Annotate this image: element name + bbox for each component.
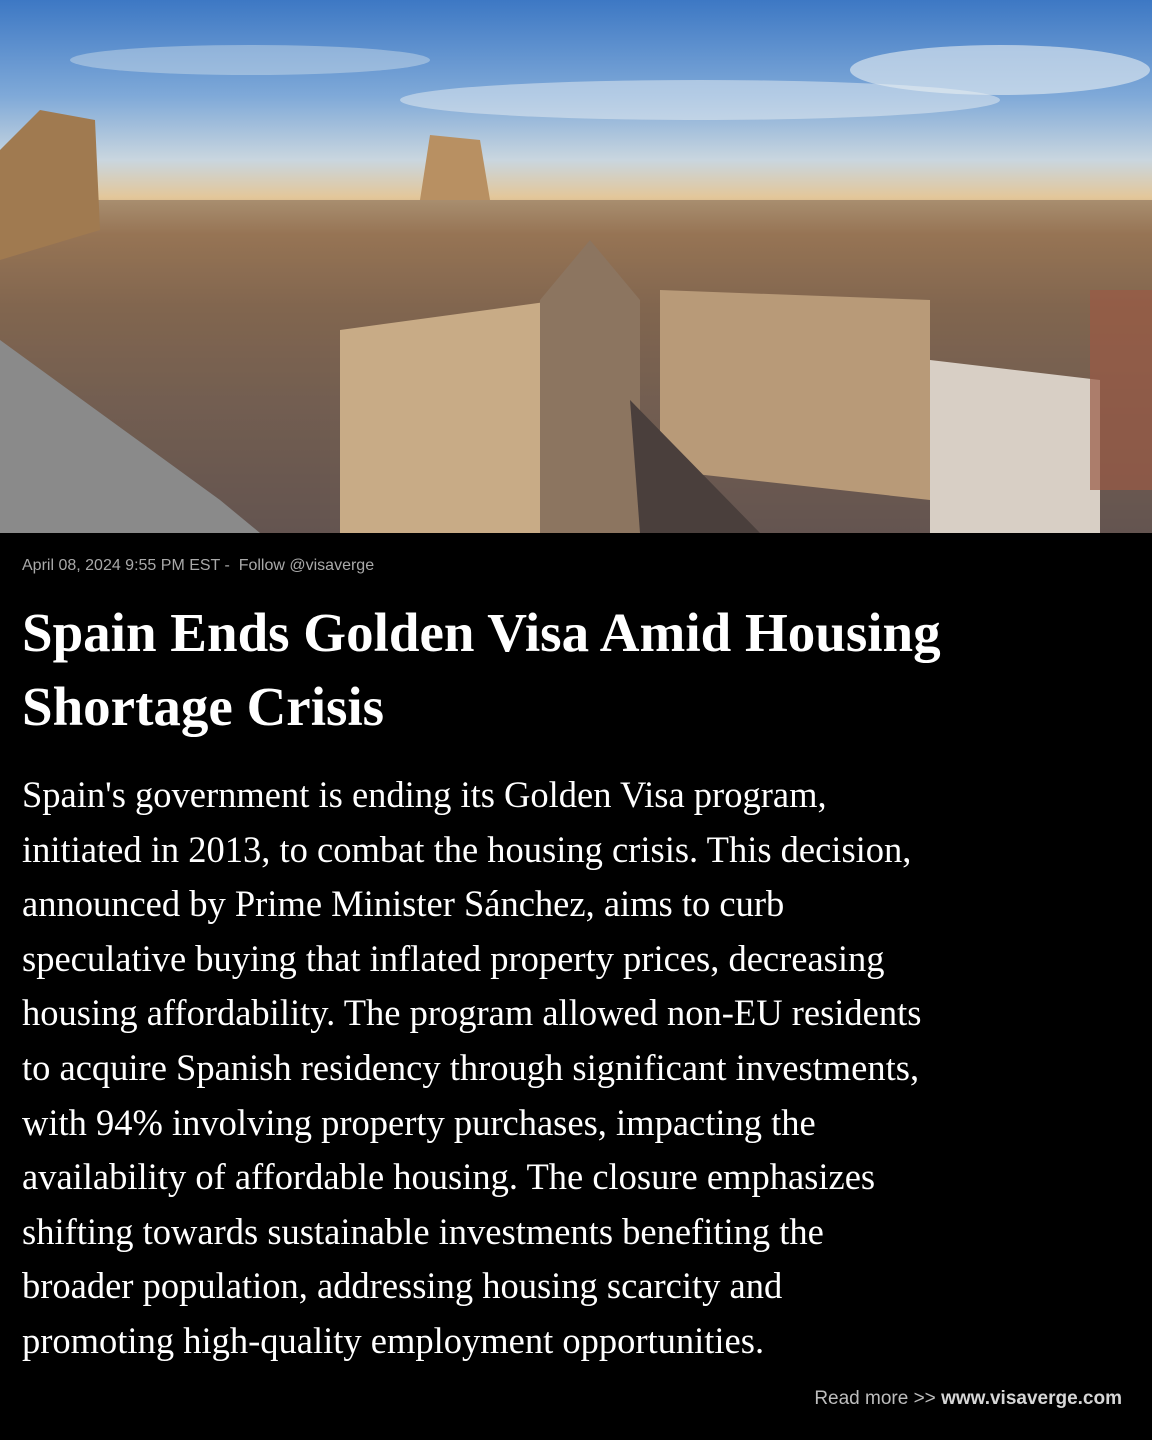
body-line: with 94% involving property purchases, impacting the: [22, 1101, 816, 1143]
read-more: [814, 1388, 1122, 1410]
body-line: Spain's government is ending its Golden Visa program,: [22, 774, 827, 815]
body-line: housing affordability. The program allowed non-EU residents: [22, 992, 922, 1034]
article-title: Spain Ends Golden Visa Amid Housing Shortage Crisis: [22, 602, 941, 737]
body-line: promoting high-quality employment opportunities.: [22, 1319, 765, 1361]
read-more-label: Read more >>: [814, 1388, 936, 1409]
publish-date: April 08, 2024 9:55 PM EST -: [22, 557, 230, 574]
body-line: initiated in 2013, to combat the housing crisis. This decision,: [22, 828, 912, 870]
article-meta: [22, 557, 374, 575]
hero-image-madrid-skyline: [0, 0, 1152, 533]
site-link[interactable]: www.visaverge.com: [941, 1388, 1122, 1409]
body-line: shifting towards sustainable investments benefiting the: [22, 1210, 824, 1252]
body-line: broader population, addressing housing scarcity and: [22, 1265, 783, 1307]
body-line: announced by Prime Minister Sánchez, aims to curb: [22, 883, 785, 925]
follow-link[interactable]: Follow @visaverge: [238, 557, 375, 574]
body-line: speculative buying that inflated property prices, decreasing: [22, 937, 885, 979]
body-line: availability of affordable housing. The closure emphasizes: [22, 1156, 876, 1198]
body-line: to acquire Spanish residency through significant investments,: [22, 1046, 920, 1088]
city-illustration: [0, 0, 1152, 533]
article-body: [22, 768, 1142, 1369]
